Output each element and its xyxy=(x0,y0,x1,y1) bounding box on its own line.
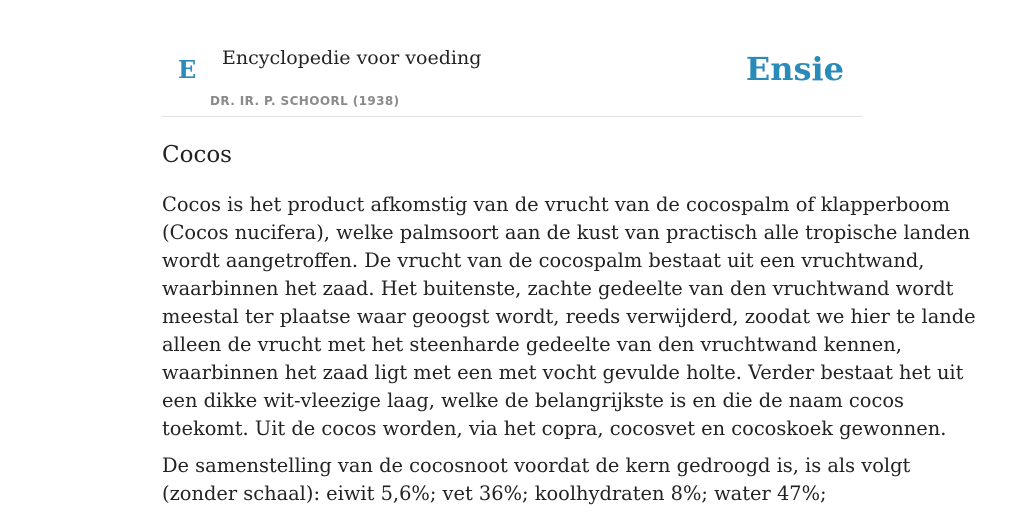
text-line: alleen de vrucht met het steenharde gedeelte van den vruchtwand kennen, xyxy=(162,333,902,356)
book-author: DR. IR. P. SCHOORL (1938) xyxy=(210,94,400,108)
article-title: Cocos xyxy=(162,142,232,168)
text-line: De samenstelling van de cocosnoot voordat de kern gedroogd is, is als volgt xyxy=(162,454,911,477)
book-title[interactable]: Encyclopedie voor voeding xyxy=(222,47,482,69)
brand-logo-link[interactable]: Ensie xyxy=(745,50,844,88)
text-line: (Cocos nucifera), welke palmsoort aan de kust van practisch alle tropische landen xyxy=(162,221,971,244)
text-line: waarbinnen het zaad. Het buitenste, zachte gedeelte van den vruchtwand wordt xyxy=(162,277,954,300)
text-line: Cocos is het product afkomstig van de vrucht van de cocospalm of klapperboom xyxy=(162,193,950,216)
site-header xyxy=(162,0,862,117)
book-logo-icon[interactable]: E xyxy=(178,55,197,84)
text-line: waarbinnen het zaad ligt met een met vocht gevulde holte. Verder bestaat het uit xyxy=(162,361,964,384)
text-line: toekomt. Uit de cocos worden, via het copra, cocosvet en cocoskoek gewonnen. xyxy=(162,417,947,440)
text-line: een dikke wit-vleezige laag, welke de belangrijkste is en die de naam cocos xyxy=(162,389,904,412)
text-line: wordt aangetroffen. De vrucht van de cocospalm bestaat uit een vruchtwand, xyxy=(162,249,925,272)
text-line: (zonder schaal): eiwit 5,6%; vet 36%; koolhydraten 8%; water 47%; xyxy=(162,482,827,505)
article-paragraph xyxy=(162,191,976,443)
article xyxy=(162,139,976,508)
text-line: meestal ter plaatse waar geoogst wordt, reeds verwijderd, zoodat we hier te lande xyxy=(162,305,976,328)
article-paragraph xyxy=(162,452,911,508)
